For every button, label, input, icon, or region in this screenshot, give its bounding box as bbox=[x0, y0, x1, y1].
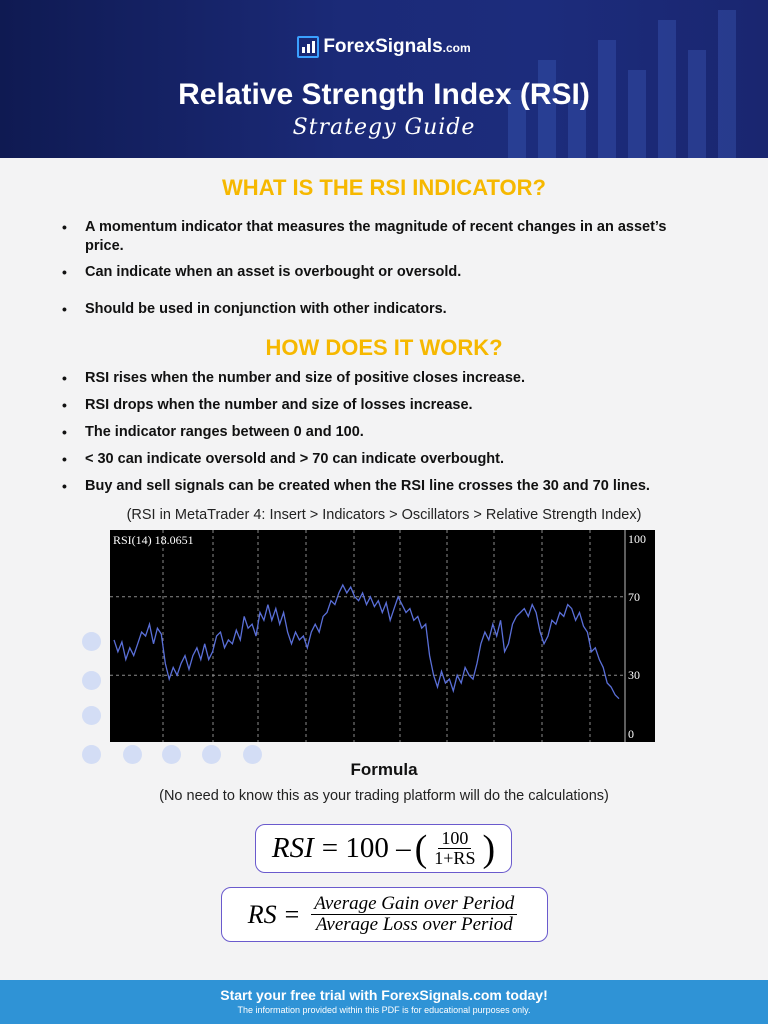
rs-formula bbox=[221, 887, 548, 942]
formula-rs-equals: = bbox=[284, 899, 300, 929]
list-item: • Can indicate when an asset is overbought or oversold. bbox=[62, 263, 702, 282]
list-item: • < 30 can indicate oversold and > 70 can indicate overbought. bbox=[62, 450, 702, 469]
page-subtitle: Strategy Guide bbox=[292, 115, 476, 140]
y-tick-label: 100 bbox=[628, 532, 646, 546]
list-item: • RSI rises when the number and size of positive closes increase. bbox=[62, 369, 702, 388]
rsi-formula: RSI = 100 – ( $\frac{100}{1+RS}$ ) bbox=[255, 824, 512, 873]
formula-rsi-denominator: 1+RS bbox=[434, 848, 476, 868]
chart-caption: (RSI in MetaTrader 4: Insert > Indicators > Oscillators > Relative Strength Index) bbox=[126, 507, 642, 523]
list-item: • The indicator ranges between 0 and 100. bbox=[62, 423, 702, 442]
how-it-works-list bbox=[62, 369, 702, 496]
footer-banner bbox=[0, 980, 768, 1024]
y-tick-label: 30 bbox=[628, 668, 640, 683]
rsi-chart bbox=[110, 530, 655, 742]
list-item: • Should be used in conjunction with other indicators. bbox=[62, 300, 702, 319]
formula-title: Formula bbox=[350, 760, 418, 779]
formula-rs-denominator: Average Loss over Period bbox=[315, 914, 513, 935]
logo-text: ForexSignals.com bbox=[323, 36, 471, 57]
y-tick-label: 0 bbox=[628, 727, 634, 741]
formula-rs-term: RS bbox=[247, 899, 277, 929]
list-item: • Buy and sell signals can be created when the RSI line crosses the 30 and 70 lines. bbox=[62, 477, 702, 496]
rsi-chart-svg bbox=[110, 530, 655, 742]
header-banner bbox=[0, 0, 768, 158]
page-title: Relative Strength Index (RSI) bbox=[178, 78, 590, 111]
formula-rs-fraction bbox=[311, 894, 517, 935]
formula-rsi-constant: = 100 – bbox=[321, 832, 411, 864]
section-title-what-is-rsi: WHAT IS THE RSI INDICATOR? bbox=[222, 175, 546, 200]
chart-background bbox=[110, 530, 655, 742]
y-tick-label: 70 bbox=[628, 589, 640, 604]
what-is-rsi-list bbox=[62, 218, 702, 319]
section-title-how-it-works: HOW DOES IT WORK? bbox=[265, 335, 503, 360]
chart-title: RSI(14) 18.0651 bbox=[113, 533, 194, 547]
formula-rsi-fraction bbox=[431, 829, 478, 868]
formula-note: (No need to know this as your trading platform will do the calculations) bbox=[159, 788, 609, 804]
logo bbox=[0, 36, 768, 58]
free-trial-cta[interactable]: Start your free trial with ForexSignals.com today! bbox=[220, 987, 548, 1003]
formula-rs-numerator: Average Gain over Period bbox=[311, 894, 517, 915]
list-item: • RSI drops when the number and size of losses increase. bbox=[62, 396, 702, 415]
list-item: • A momentum indicator that measures the magnitude of recent changes in an asset’s price. bbox=[62, 218, 702, 256]
disclaimer-text: The information provided within this PDF is for educational purposes only. bbox=[237, 1005, 531, 1015]
formula-rsi-numerator: 100 bbox=[438, 829, 471, 849]
bar-chart-icon bbox=[297, 36, 319, 58]
formula-rsi-term: RSI bbox=[271, 832, 314, 864]
